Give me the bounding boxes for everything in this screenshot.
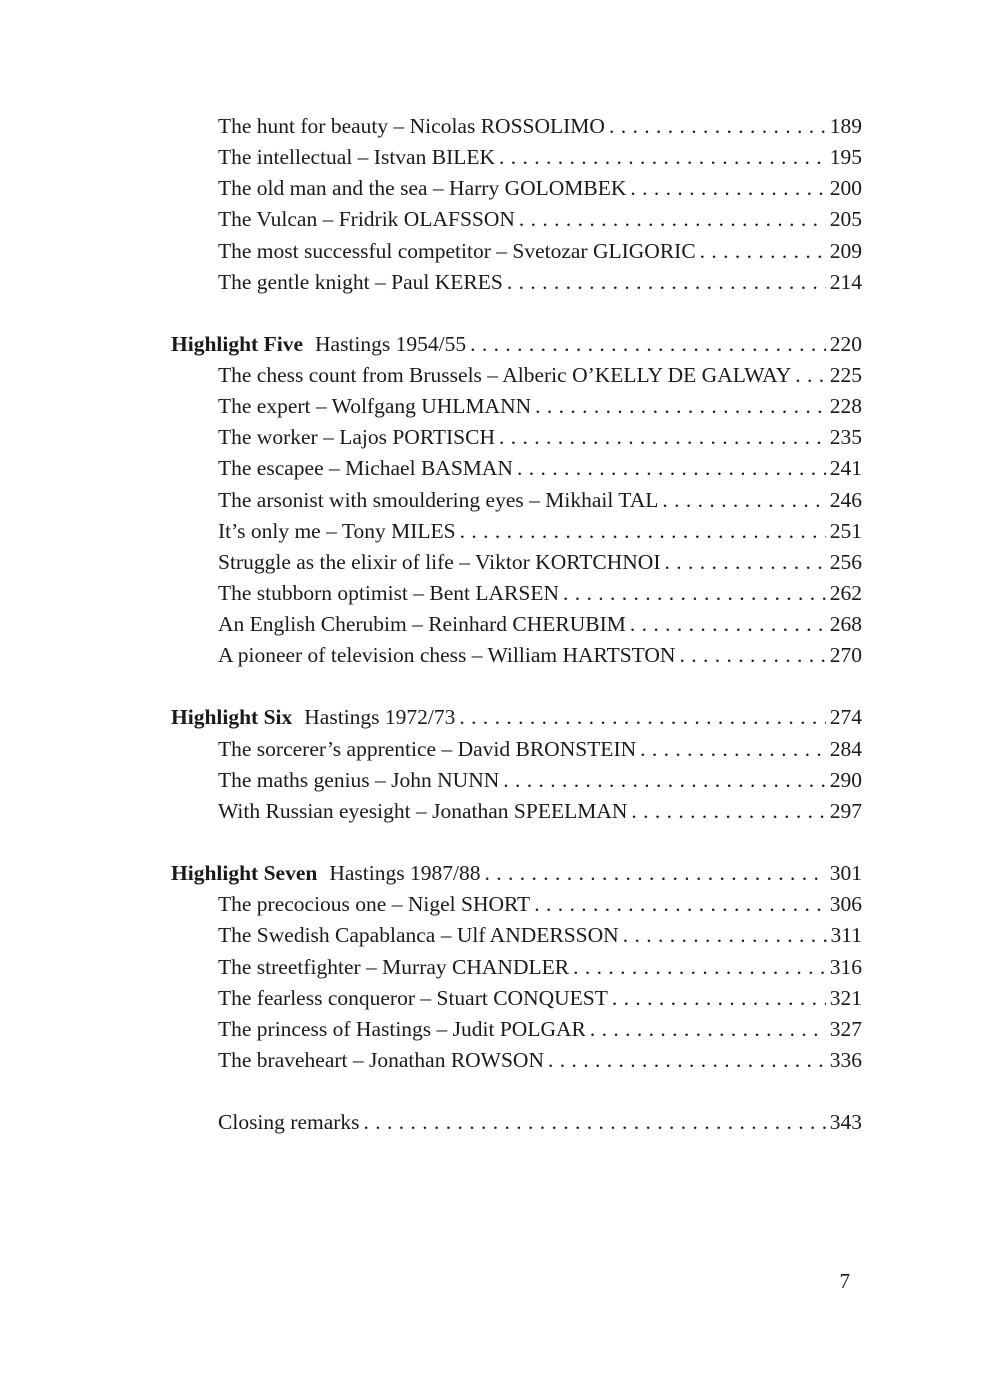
toc-entry: [218, 640, 862, 671]
toc-dot-leader: [548, 1045, 826, 1076]
toc-dot-leader: [507, 267, 826, 298]
toc-dot-leader: [679, 640, 825, 671]
toc-entry-page: 189: [829, 114, 862, 138]
toc-entry: [218, 360, 862, 391]
toc-entry: [218, 952, 862, 983]
toc-entry-title: The arsonist with smouldering eyes – Mikhail TAL: [218, 488, 659, 512]
toc-entry-title: A pioneer of television chess – William HARTSTON: [218, 643, 676, 667]
toc-entry-title: The gentle knight – Paul KERES: [218, 270, 503, 294]
toc-entry-page: 306: [829, 892, 862, 916]
toc-entry-title: The precocious one – Nigel SHORT: [218, 892, 531, 916]
toc-entry-title: Closing remarks: [218, 1110, 360, 1134]
toc-entry: [218, 267, 862, 298]
toc-entry: [218, 236, 862, 267]
toc-entry-title: Hastings 1987/88: [329, 861, 481, 885]
toc-entry-page: 321: [829, 986, 862, 1010]
toc-dot-leader: [484, 858, 825, 889]
toc-entry-page: 290: [829, 768, 862, 792]
toc-entry-title: Hastings 1972/73: [304, 705, 456, 729]
toc-entry-title: The Vulcan – Fridrik OLAFSSON: [218, 207, 515, 231]
toc-entry: [218, 142, 862, 173]
toc-dot-leader: [503, 765, 825, 796]
toc-entry-title: The streetfighter – Murray CHANDLER: [218, 955, 570, 979]
toc-entry-title: The stubborn optimist – Bent LARSEN: [218, 581, 560, 605]
toc-entry-title: The fearless conqueror – Stuart CONQUEST: [218, 986, 608, 1010]
toc-entry: [218, 516, 862, 547]
toc-dot-leader: [499, 142, 826, 173]
toc-dot-leader: [630, 609, 826, 640]
toc-entry-page: 195: [829, 145, 862, 169]
toc-entry: [218, 920, 862, 951]
toc-dot-leader: [623, 920, 827, 951]
toc-entry: [218, 204, 862, 235]
toc-entry-title: The princess of Hastings – Judit POLGAR: [218, 1017, 586, 1041]
toc-entry-page: 297: [829, 799, 862, 823]
toc-entry-page: 336: [829, 1048, 862, 1072]
toc-entry-page: 262: [829, 581, 862, 605]
toc-dot-leader: [630, 173, 825, 204]
toc-dot-leader: [700, 236, 826, 267]
toc-entry-page: 228: [829, 394, 862, 418]
toc-entry: [218, 391, 862, 422]
toc-entry-page: 220: [829, 332, 862, 356]
toc-dot-leader: [612, 983, 826, 1014]
toc-entry-title: The maths genius – John NUNN: [218, 768, 500, 792]
toc-entry: [218, 578, 862, 609]
toc-entry: [218, 1045, 862, 1076]
toc-entry-title: Struggle as the elixir of life – Viktor KORTCHNOI: [218, 550, 661, 574]
toc-entry: [218, 765, 862, 796]
toc-entry-page: 343: [829, 1110, 862, 1134]
toc-highlight-entry: [171, 329, 862, 360]
toc-entry: [218, 547, 862, 578]
toc-entry-page: 327: [829, 1017, 862, 1041]
toc-entry-page: 270: [829, 643, 862, 667]
toc-entry: [218, 111, 862, 142]
page-number: 7: [839, 1269, 850, 1293]
toc-dot-leader: [609, 111, 826, 142]
toc-entry-page: 256: [829, 550, 862, 574]
toc-entry: [218, 734, 862, 765]
toc-entry-title: Hastings 1954/55: [315, 332, 467, 356]
toc-entry-page: 205: [829, 207, 862, 231]
toc-dot-leader: [563, 578, 826, 609]
toc-entry: [218, 983, 862, 1014]
toc-dot-leader: [460, 516, 826, 547]
toc-entry-title: The escapee – Michael BASMAN: [218, 456, 513, 480]
toc-dot-leader: [364, 1107, 826, 1138]
toc-entry: [218, 609, 862, 640]
toc-entry-page: 268: [829, 612, 862, 636]
toc-entry-title: The hunt for beauty – Nicolas ROSSOLIMO: [218, 114, 605, 138]
toc-entry: [218, 1107, 862, 1138]
toc-entry-title: The Swedish Capablanca – Ulf ANDERSSON: [218, 923, 619, 947]
toc-entry: [218, 1014, 862, 1045]
toc-highlight-label: Highlight Five: [171, 332, 303, 356]
toc-entry-page: 301: [829, 861, 862, 885]
toc-dot-leader: [534, 889, 826, 920]
toc-entry: [218, 173, 862, 204]
toc-dot-leader: [459, 702, 825, 733]
toc-entry-title: The worker – Lajos PORTISCH: [218, 425, 495, 449]
toc-dot-leader: [631, 796, 825, 827]
toc-highlight-label: Highlight Six: [171, 705, 293, 729]
toc-entry-page: 284: [829, 737, 862, 761]
toc-dot-leader: [470, 329, 826, 360]
toc-highlight-entry: [171, 858, 862, 889]
toc-entry-page: 225: [829, 363, 862, 387]
toc-entry: [218, 796, 862, 827]
toc-entry: [218, 453, 862, 484]
toc-dot-leader: [662, 485, 825, 516]
toc-entry-title: The expert – Wolfgang UHLMANN: [218, 394, 532, 418]
toc-dot-leader: [795, 360, 825, 391]
toc-entry-page: 241: [829, 456, 862, 480]
toc-entry-page: 274: [829, 705, 862, 729]
toc-entry: [218, 422, 862, 453]
toc-entry-title: With Russian eyesight – Jonathan SPEELMAN: [218, 799, 628, 823]
toc-entry-page: 316: [829, 955, 862, 979]
toc-entry-title: The intellectual – Istvan BILEK: [218, 145, 496, 169]
toc-entry: [218, 889, 862, 920]
toc-entry-title: The most successful competitor – Svetozar GLIGORIC: [218, 239, 696, 263]
toc-entry-title: The sorcerer’s apprentice – David BRONSTEIN: [218, 737, 637, 761]
toc-entry-title: The braveheart – Jonathan ROWSON: [218, 1048, 544, 1072]
toc-entry-title: It’s only me – Tony MILES: [218, 519, 456, 543]
toc-entry-title: An English Cherubim – Reinhard CHERUBIM: [218, 612, 626, 636]
toc-dot-leader: [640, 734, 826, 765]
toc-highlight-entry: [171, 702, 862, 733]
toc-dot-leader: [519, 204, 826, 235]
toc-highlight-label: Highlight Seven: [171, 861, 318, 885]
toc-dot-leader: [664, 547, 825, 578]
toc-entry-title: The old man and the sea – Harry GOLOMBEK: [218, 176, 627, 200]
toc-entry-page: 200: [829, 176, 862, 200]
toc-entry-page: 311: [830, 923, 862, 947]
toc-entry-page: 235: [829, 425, 862, 449]
toc-entry-page: 209: [829, 239, 862, 263]
toc-dot-leader: [517, 453, 826, 484]
toc-dot-leader: [573, 952, 826, 983]
toc-entry-title: The chess count from Brussels – Alberic O’KELLY DE GALWAY: [218, 363, 792, 387]
toc-dot-leader: [535, 391, 826, 422]
toc-entry-page: 246: [829, 488, 862, 512]
toc-dot-leader: [499, 422, 826, 453]
toc-entry-page: 214: [829, 270, 862, 294]
toc-entry-page: 251: [829, 519, 862, 543]
toc-dot-leader: [590, 1014, 826, 1045]
toc-entry: [218, 485, 862, 516]
